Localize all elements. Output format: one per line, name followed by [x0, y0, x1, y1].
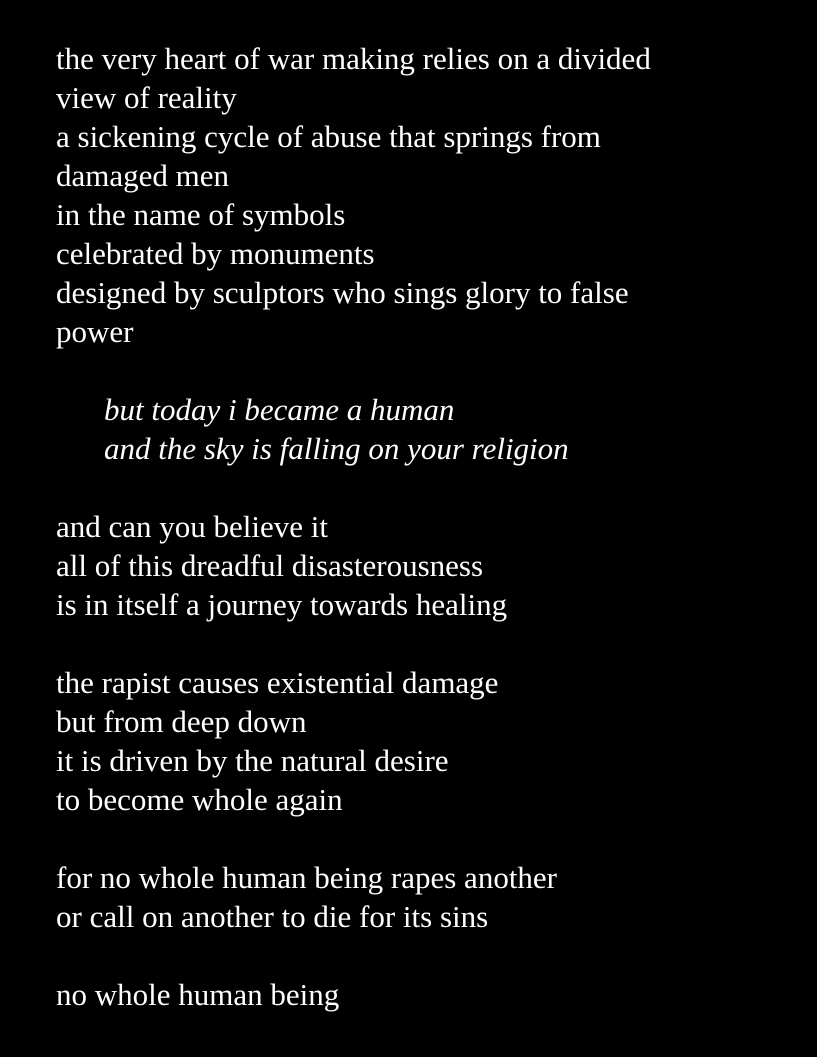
poem-line: for no whole human being rapes another [56, 860, 558, 895]
poem-line: view of reality [56, 80, 237, 115]
poem-line: and can you believe it [56, 509, 329, 544]
poem-line: to become whole again [56, 782, 343, 817]
poem-line: or call on another to die for its sins [56, 899, 489, 934]
poem-line: all of this dreadful disasterousness [56, 548, 484, 583]
poem-line: is in itself a journey towards healing [56, 587, 508, 622]
poem-line: power [56, 314, 134, 349]
poem-line: in the name of symbols [56, 197, 346, 232]
poem-line: no whole human being [56, 977, 340, 1012]
poem-line: the very heart of war making relies on a divided [56, 41, 651, 76]
poem-line: celebrated by monuments [56, 236, 375, 271]
poem-line: but from deep down [56, 704, 307, 739]
poem-line: damaged men [56, 158, 230, 193]
poem-line: it is driven by the natural desire [56, 743, 449, 778]
poem-line: a sickening cycle of abuse that springs from [56, 119, 601, 154]
poem-line: the rapist causes existential damage [56, 665, 499, 700]
poem-line: designed by sculptors who sings glory to false [56, 275, 629, 310]
poem-line-italic: but today i became a human [104, 392, 455, 427]
poem-line-italic: and the sky is falling on your religion [104, 431, 569, 466]
